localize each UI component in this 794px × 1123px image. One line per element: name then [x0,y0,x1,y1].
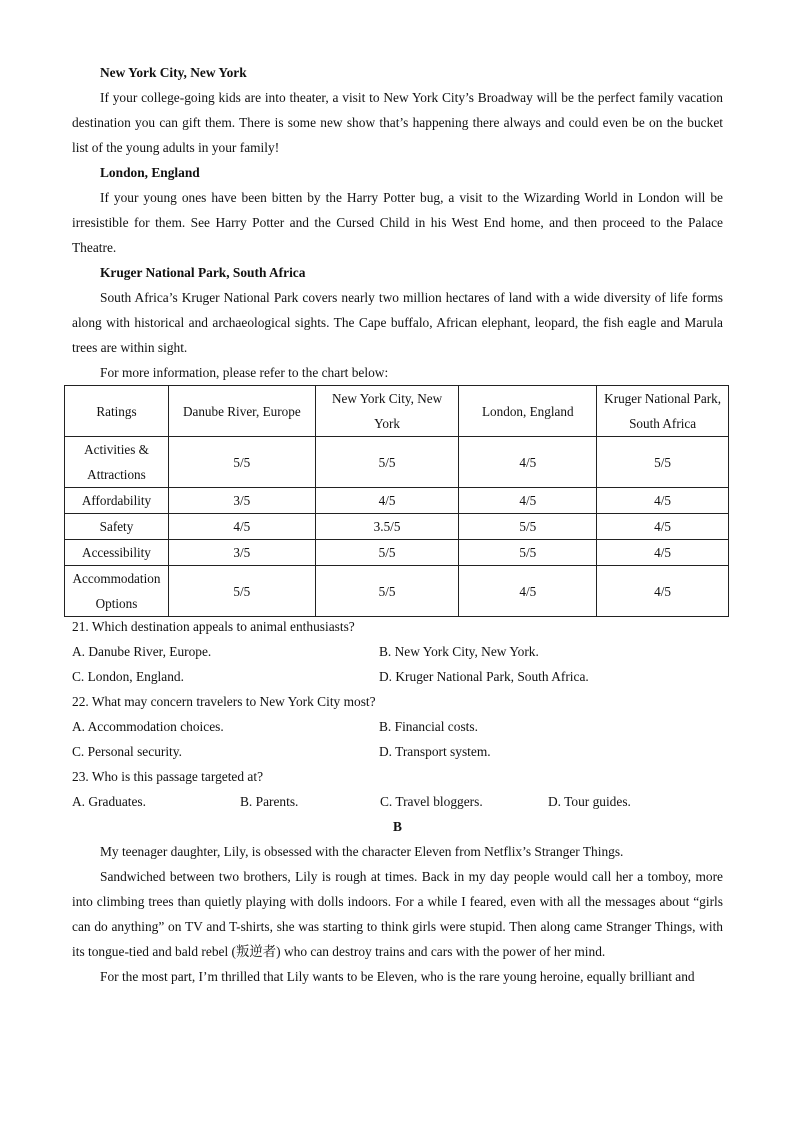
section-body-kruger: South Africa’s Kruger National Park covers nearly two million hectares of land with a wide diversity of life forms along with historical and archaeological sights. The Cape buffalo, African elephant, leopard, the fish eagle and Marula trees are within sight. [72,290,723,355]
table-cell: 4/5 [597,540,729,566]
questions [72,614,723,989]
table-cell: 4/5 [459,566,597,617]
table-header-cell: Kruger National Park, South Africa [597,386,729,437]
option-d: D. Kruger National Park, South Africa. [379,669,589,684]
part-b-paragraph: For the most part, I’m thrilled that Lily wants to be Eleven, who is the rare young heroine, equally brilliant and [100,969,695,984]
table-cell: 5/5 [315,566,459,617]
option-a: A. Graduates. [72,794,146,809]
chart-intro: For more information, please refer to the chart below: [100,365,389,380]
part-b-paragraph: My teenager daughter, Lily, is obsessed with the character Eleven from Netflix’s Stranger Things. [100,844,624,859]
options-row [72,739,723,764]
option-d: D. Tour guides. [548,794,631,809]
options-row [72,714,723,739]
table-header-row [65,386,729,437]
section-body-london: If your young ones have been bitten by the Harry Potter bug, a visit to the Wizarding World in London will be irresistible for them. See Harry Potter and the Cursed Child in his West End home, and then proceed to the Palace Theatre. [72,190,723,255]
table-header-cell: New York City, New York [315,386,459,437]
option-d: D. Transport system. [379,744,491,759]
table-row [65,566,729,617]
table-row [65,437,729,488]
option-b: B. Parents. [240,794,299,809]
table-cell: 4/5 [597,566,729,617]
table-cell: Accessibility [65,540,169,566]
table-cell: 4/5 [459,488,597,514]
question-21: 21. Which destination appeals to animal enthusiasts? [72,619,355,634]
options-row [72,639,723,664]
table-cell: 5/5 [459,540,597,566]
table-row [65,514,729,540]
option-c: C. London, England. [72,669,184,684]
options-row [72,789,723,814]
section-heading-kruger: Kruger National Park, South Africa [100,265,306,280]
table-cell: 3.5/5 [315,514,459,540]
part-b-label: B [393,819,402,834]
option-a: A. Danube River, Europe. [72,644,212,659]
table-header-cell: Danube River, Europe [168,386,315,437]
table-cell: 5/5 [168,437,315,488]
options-row [72,664,723,689]
table-cell: 4/5 [315,488,459,514]
option-b: B. New York City, New York. [379,644,539,659]
passage-a [72,60,723,385]
table-cell: 3/5 [168,540,315,566]
table-cell: 5/5 [459,514,597,540]
table-row [65,540,729,566]
section-heading-nyc: New York City, New York [100,65,247,80]
section-body-nyc: If your college-going kids are into theater, a visit to New York City’s Broadway will be the perfect family vacation destination you can gift them. There is some new show that’s happening there always and could even be on the bucket list of the young adults in your family! [72,90,723,155]
table-cell: 3/5 [168,488,315,514]
table-cell: Affordability [65,488,169,514]
table-cell: 4/5 [597,488,729,514]
table-cell: 4/5 [168,514,315,540]
table-cell: 4/5 [459,437,597,488]
table-header-cell: Ratings [65,386,169,437]
table-cell: 4/5 [597,514,729,540]
table-cell: 5/5 [597,437,729,488]
table-header-cell: London, England [459,386,597,437]
option-b: B. Financial costs. [379,719,478,734]
option-c: C. Personal security. [72,744,182,759]
table-cell: Activities & Attractions [65,437,169,488]
table-cell: Accommodation Options [65,566,169,617]
option-a: A. Accommodation choices. [72,719,224,734]
table-cell: 5/5 [315,437,459,488]
question-23: 23. Who is this passage targeted at? [72,769,264,784]
section-heading-london: London, England [100,165,200,180]
table-cell: 5/5 [315,540,459,566]
option-c: C. Travel bloggers. [380,794,483,809]
table-row [65,488,729,514]
question-22: 22. What may concern travelers to New York City most? [72,694,376,709]
table-cell: 5/5 [168,566,315,617]
table-cell: Safety [65,514,169,540]
ratings-table [64,385,729,617]
part-b-paragraph: Sandwiched between two brothers, Lily is rough at times. Back in my day people would call her a tomboy, more into climbing trees than quietly playing with dolls indoors. For a while I feared, even with all the messages about “girls can do anything” on TV and T-shirts, she was starting to think girls were stupid. Then along came Stranger Things, with its tongue-tied and bald rebel (叛逆者) who can destroy trains and cars with the power of her mind. [72,869,723,959]
